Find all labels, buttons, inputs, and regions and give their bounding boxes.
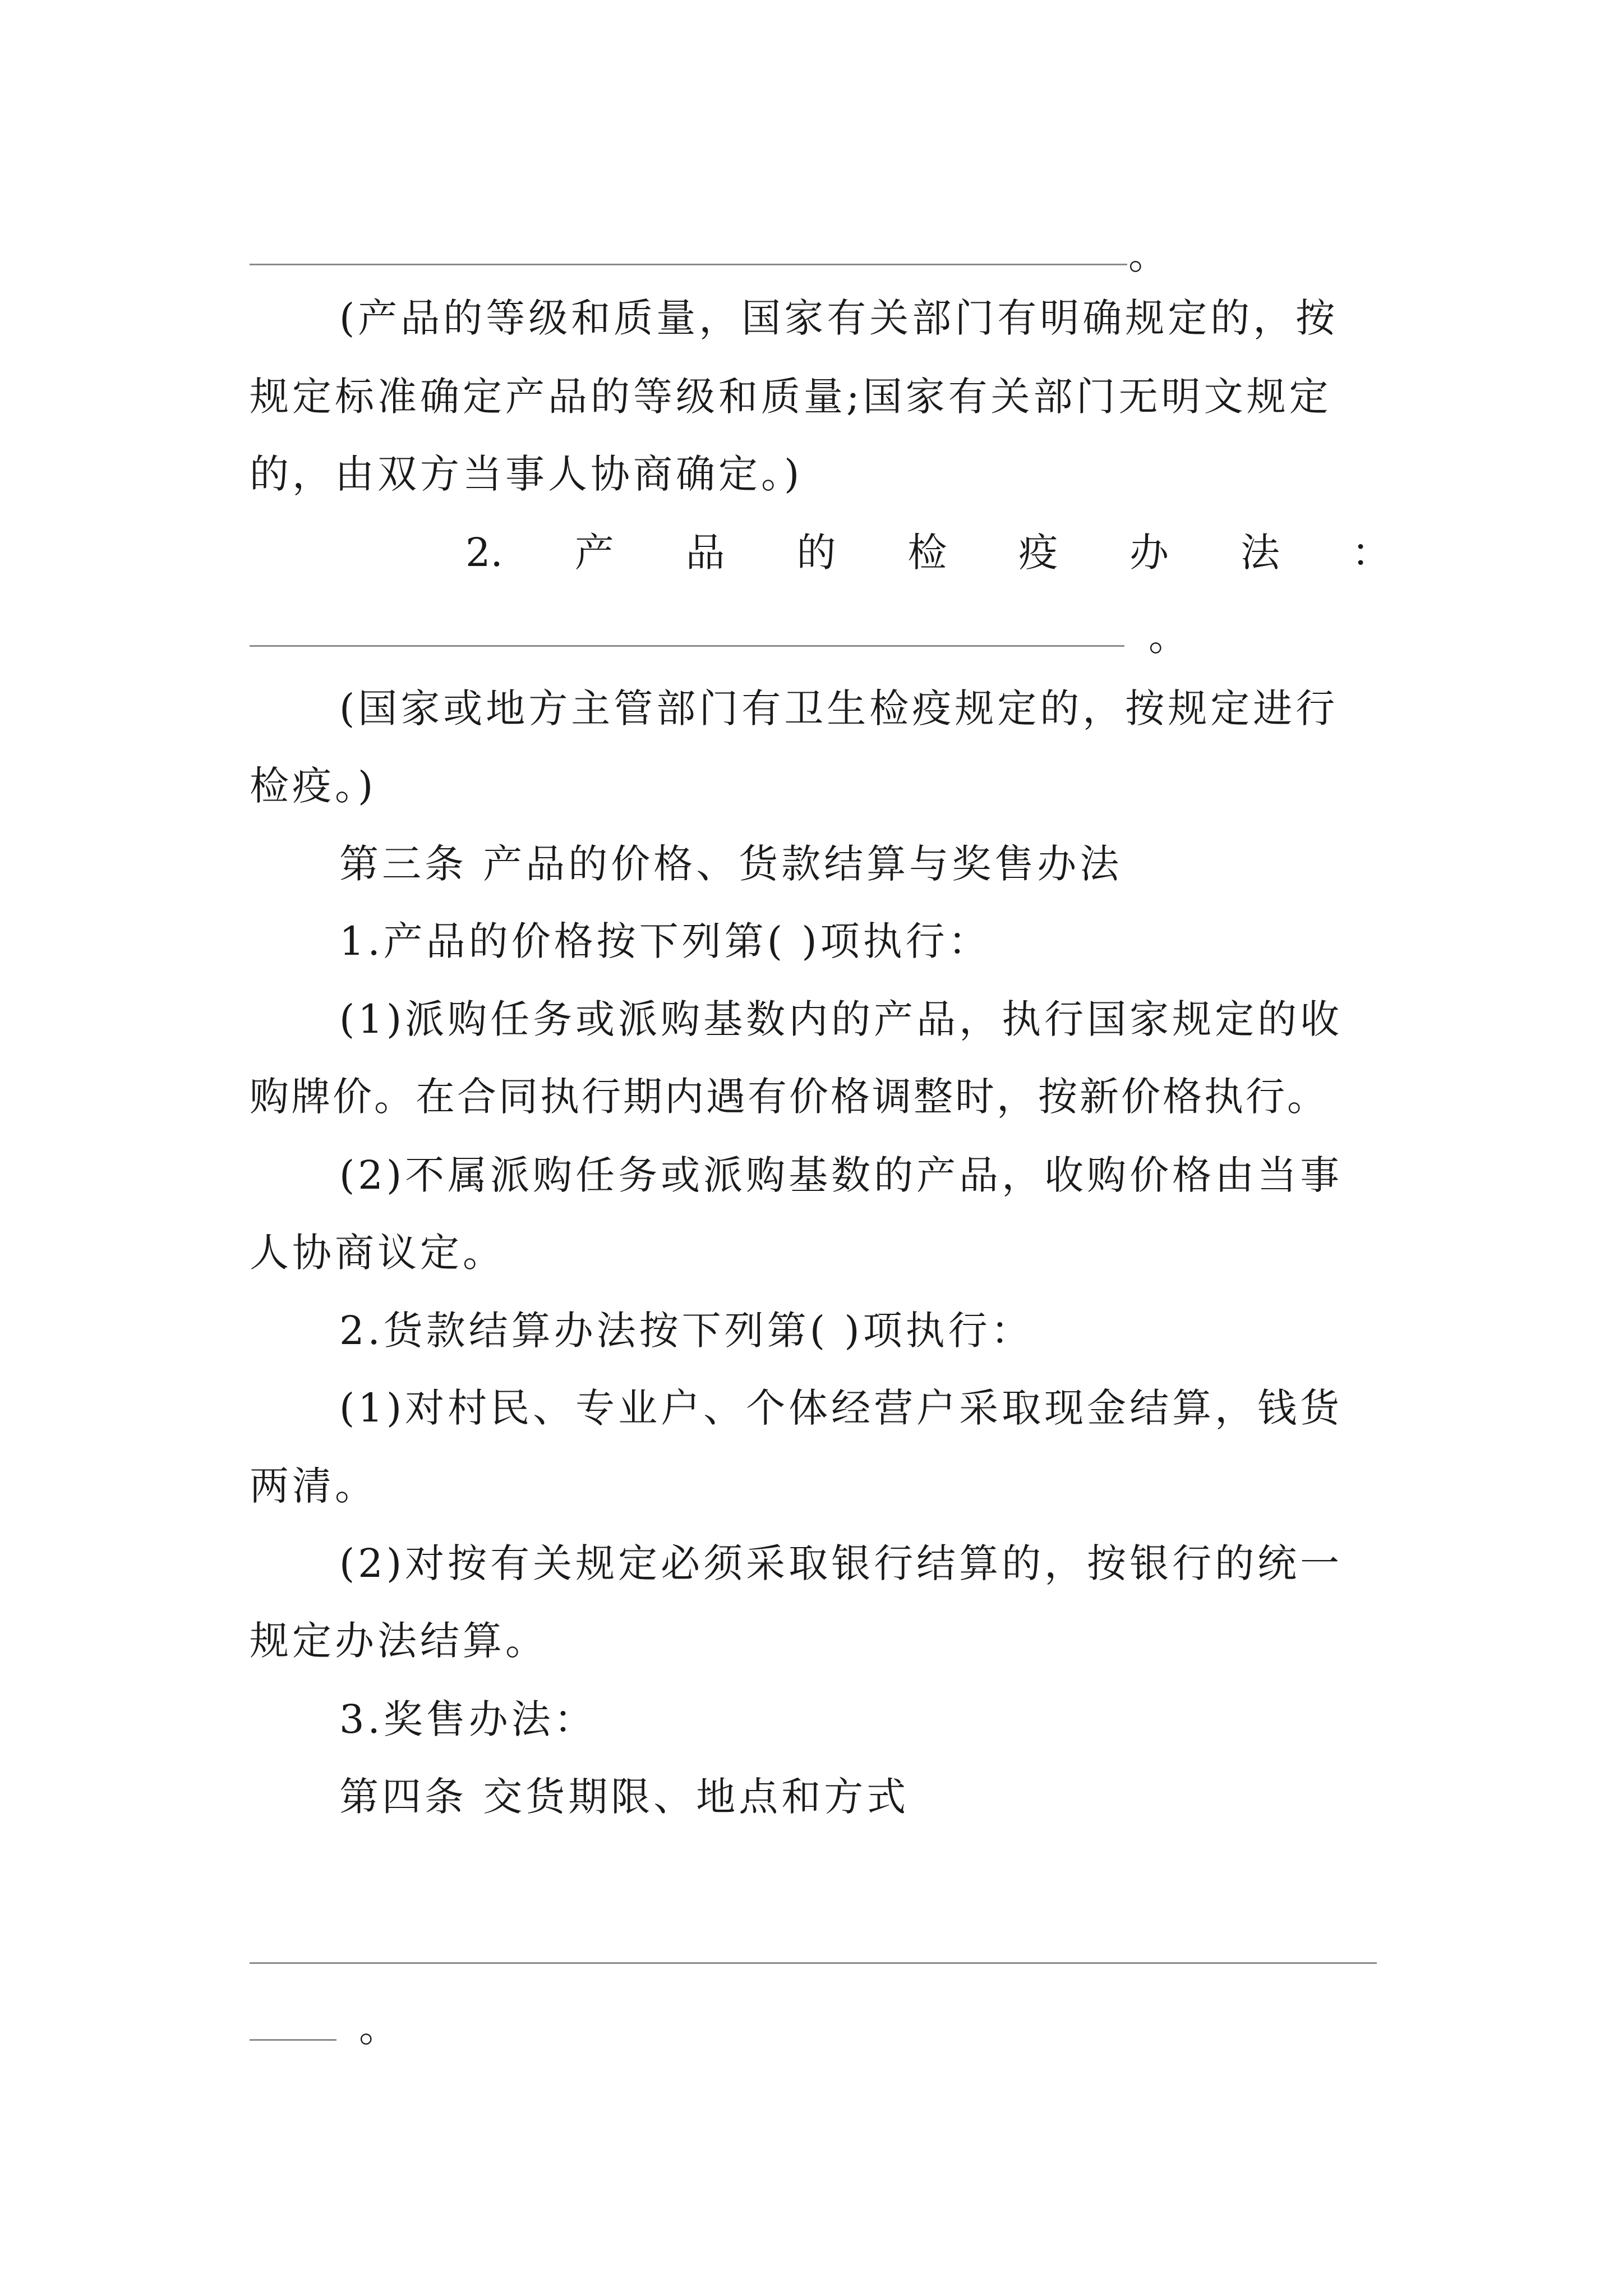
paragraph-line: 购牌价。在合同执行期内遇有价格调整时，按新价格执行。 <box>250 1074 1329 1120</box>
paragraph-line: (2)不属派购任务或派购基数的产品，收购价格由当事 <box>339 1152 1343 1198</box>
paragraph-line: 规定办法结算。 <box>250 1618 548 1664</box>
heading-char: 产 <box>574 530 614 576</box>
paragraph-line: 规定标准确定产品的等级和质量;国家有关部门无明文规定 <box>250 374 1332 420</box>
clause-item: 1.产品的价格按下列第( )项执行： <box>339 918 991 964</box>
heading-char: 疫 <box>1018 530 1058 576</box>
blank-fill-line <box>250 2039 336 2041</box>
clause-item: 3.奖售办法： <box>339 1696 597 1742</box>
paragraph-line: (1)派购任务或派购基数内的产品，执行国家规定的收 <box>339 996 1343 1042</box>
quarantine-heading <box>465 530 1391 576</box>
heading-char: 办 <box>1129 530 1169 576</box>
blank-fill-line <box>250 645 1124 647</box>
heading-char: 法 <box>1241 530 1280 576</box>
paragraph-line: (2)对按有关规定必须采取银行结算的，按银行的统一 <box>339 1540 1343 1586</box>
heading-char: 品 <box>685 530 725 576</box>
sentence-end-mark: 。 <box>1149 614 1188 660</box>
paragraph-line: 的，由双方当事人协商确定。) <box>250 451 803 497</box>
paragraph-line: 检疫。) <box>250 763 377 809</box>
sentence-end-mark: 。 <box>1128 232 1168 278</box>
paragraph-line: (1)对村民、专业户、个体经营户采取现金结算，钱货 <box>339 1385 1343 1431</box>
heading-char: ： <box>1351 530 1391 576</box>
heading-char: 检 <box>907 530 947 576</box>
sentence-end-mark: 。 <box>359 2005 398 2051</box>
heading-char: 2. <box>465 530 503 576</box>
blank-fill-line <box>250 1962 1377 1964</box>
paragraph-line: 两清。 <box>250 1463 377 1509</box>
article-title: 第四条 交货期限、地点和方式 <box>339 1774 910 1820</box>
paragraph-line: 人协商议定。 <box>250 1230 505 1276</box>
clause-item: 2.货款结算办法按下列第( )项执行： <box>339 1308 1034 1354</box>
paragraph-line: (产品的等级和质量，国家有关部门有明确规定的，按 <box>339 295 1339 341</box>
article-title: 第三条 产品的价格、货款结算与奖售办法 <box>339 841 1123 887</box>
blank-fill-line <box>250 264 1127 265</box>
paragraph-line: (国家或地方主管部门有卫生检疫规定的，按规定进行 <box>339 685 1339 731</box>
heading-char: 的 <box>796 530 836 576</box>
